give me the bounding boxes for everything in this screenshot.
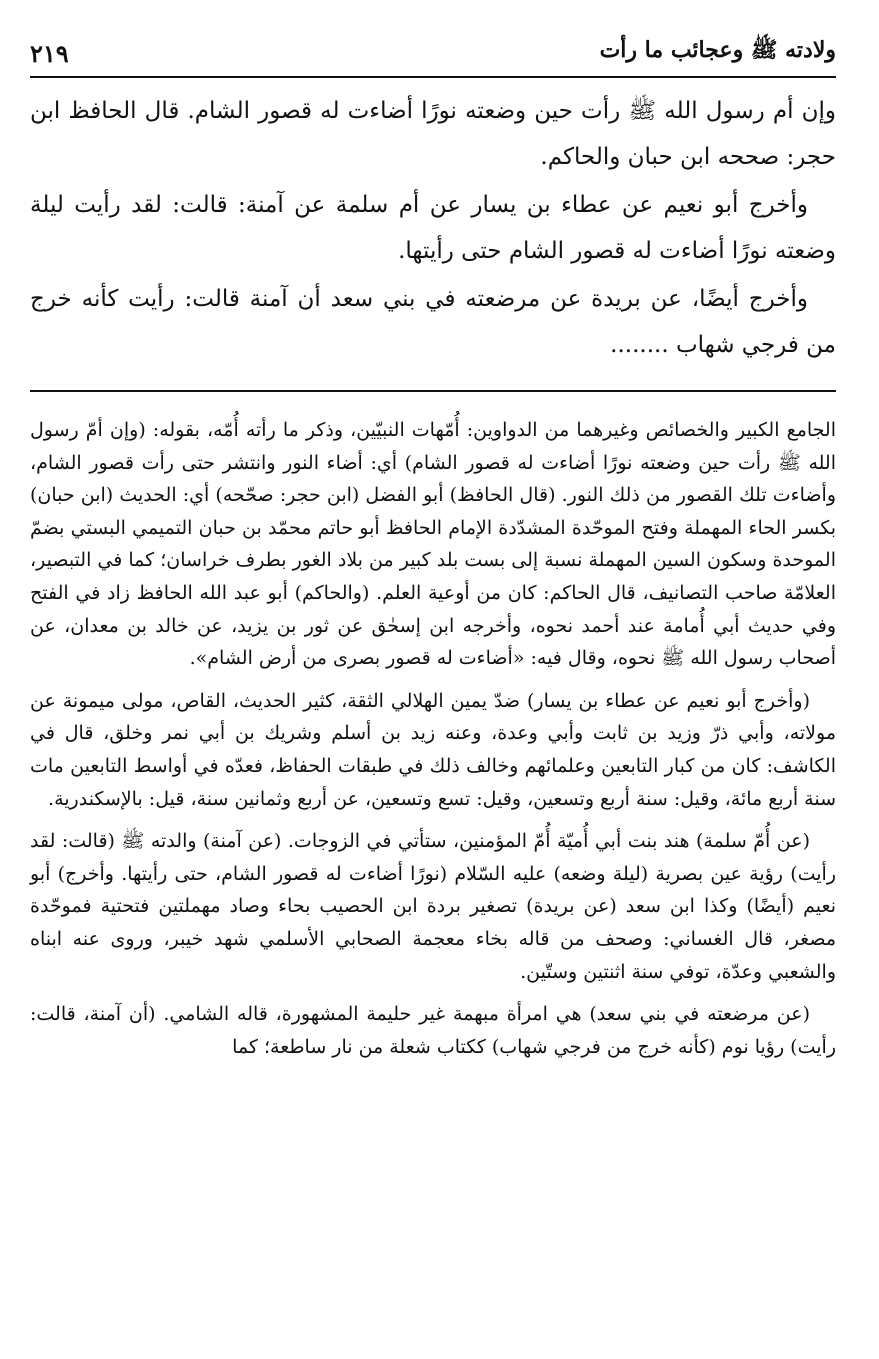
section-divider (30, 390, 836, 392)
main-paragraph-3: وأخرج أيضًا، عن بريدة عن مرضعته في بني سعد أن آمنة قالت: رأيت كأنه خرج من فرجي شهاب ........ (30, 286, 836, 358)
book-page (30, 28, 836, 1328)
running-title: ولادته ﷺ وعجائب ما رأت (599, 37, 836, 63)
commentary-paragraph-4: (عن مرضعته في بني سعد) هي امرأة مبهمة غير حليمة المشهورة، قاله الشامي. (أن آمنة، قالت: رأيت) رؤيا نوم (كأنه خرج من فرجي شهاب) ككتاب شعلة من نار ساطعة؛ كما (30, 1003, 836, 1058)
commentary-paragraph-1: الجامع الكبير والخصائص وغيرهما من الدواوين: أُمّهات النبيّين، وذكر ما رأته أُمّه، بقوله: (وإن أمّ رسول الله ﷺ رأت حين وضعته نورًا أضاءت له قصور الشام) أي: أضاء النور وانتشر حتى رأت قصور الشام، وأضاءت تلك القصور من ذلك النور. (قال الحافظ) أبو الفضل (ابن حجر: صحّحه) أي: الحديث (ابن حبان) بكسر الحاء المهملة وفتح الموحّدة المشدّدة الإمام الحافظ أبو حاتم محمّد بن حبان التميمي البستي بضمّ الموحدة وسكون السين المهملة نسبة إلى بست بلد كبير من بلاد الغور بطرف خراسان؛ كما في التبصير، العلامّة صاحب التصانيف، قال الحاكم: كان من أوعية العلم. (والحاكم) أبو عبد الله الحافظ زاد في الفتح وفي حديث أبي أُمامة عند أحمد نحوه، وأخرجه ابن إسحٰق عن ثور بن يزيد، عن خالد بن معدان، عن أصحاب رسول الله ﷺ نحوه، وقال فيه: «أضاءت له قصور بصرى من أرض الشام». (30, 419, 836, 670)
page-number: ٢١٩ (30, 39, 69, 68)
main-text (30, 88, 836, 368)
main-paragraph-2: وأخرج أبو نعيم عن عطاء بن يسار عن أم سلمة عن آمنة: قالت: لقد رأيت ليلة وضعته نورًا أضاءت له قصور الشام حتى رأيتها. (30, 192, 836, 264)
commentary (30, 414, 836, 1063)
page-header (30, 28, 836, 78)
commentary-paragraph-3: (عن أُمّ سلمة) هند بنت أبي أُميّة أُمّ المؤمنين، ستأتي في الزوجات. (عن آمنة) والدته ﷺ (قالت: لقد رأيت) رؤية عين بصرية (ليلة وضعه) عليه السّلام (نورًا أضاءت له قصور الشام، حتى رأيتها. وأخرج) أبو نعيم (أيضًا) وكذا ابن سعد (عن بريدة) تصغير بردة ابن الحصيب بحاء وصاد مهملتين فتحتية فموحّدة مصغر، قال الغساني: وصحف من قاله بخاء معجمة الصحابي الأسلمي شهد خيبر، وروى عنه ابناه والشعبي وعدّة، توفي سنة اثنتين وستّين. (30, 830, 836, 983)
commentary-paragraph-2: (وأخرج أبو نعيم عن عطاء بن يسار) ضدّ يمين الهلالي الثقة، كثير الحديث، القاص، مولى ميمونة عن مولاته، وأبي ذرّ وزيد بن ثابت وأبي وعدة، وعنه زيد بن أسلم وشريك بن أبي نمر وخلق، قال في الكاشف: كان من كبار التابعين وعلمائهم وخالف ذلك في طبقات الحفاظ، فعدّه في أواسط التابعين مات سنة أربع مائة، وقيل: سنة أربع وتسعين، وقيل: تسع وتسعين، عن أربع وثمانين سنة، قيل: بالإسكندرية. (30, 689, 836, 810)
main-paragraph-1: وإن أم رسول الله ﷺ رأت حين وضعته نورًا أضاءت له قصور الشام. قال الحافظ ابن حجر: صححه ابن حبان والحاكم. (30, 98, 836, 170)
